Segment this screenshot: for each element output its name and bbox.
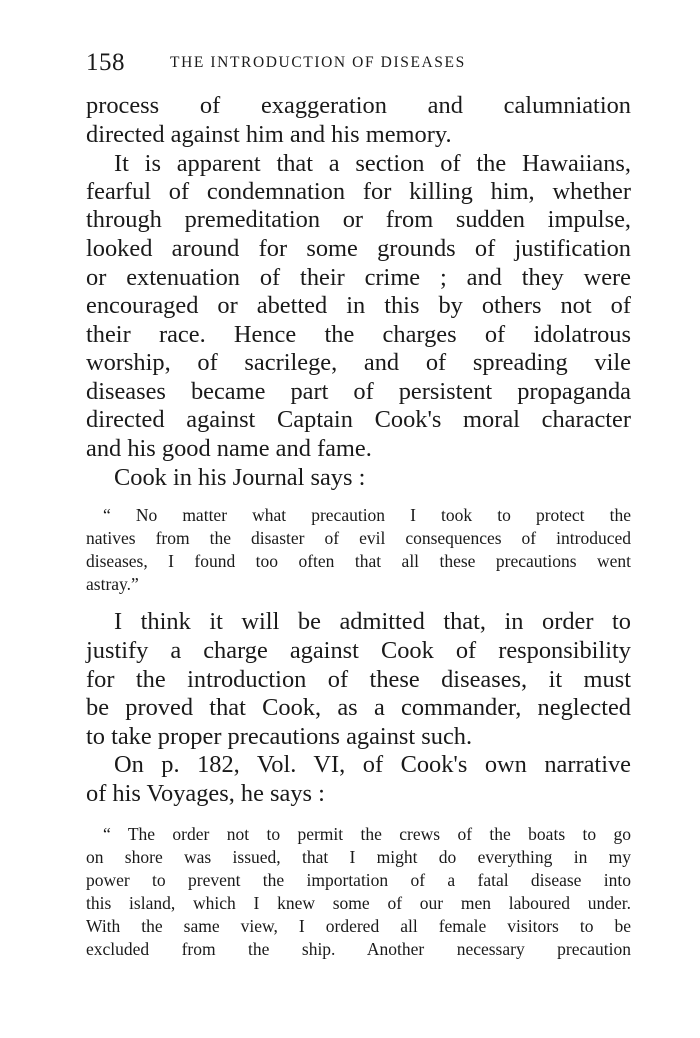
- body-text-line: worship, of sacrilege, and of spreading vile: [86, 349, 631, 376]
- paragraph-first-line: I think it will be admitted that, in order to: [114, 608, 631, 635]
- body-text-line: or extenuation of their crime ; and they were: [86, 264, 631, 291]
- body-text-line: directed against him and his memory.: [86, 121, 452, 148]
- body-text-line: be proved that Cook, as a commander, neglected: [86, 694, 631, 721]
- quote-line: diseases, I found too often that all these precautions went: [86, 551, 631, 571]
- body-text-line: fearful of condemnation for killing him, whether: [86, 178, 631, 205]
- quote-line: this island, which I knew some of our men laboured under.: [86, 893, 631, 913]
- paragraph-first-line: It is apparent that a section of the Hawaiians,: [114, 150, 631, 177]
- body-text-line: encouraged or abetted in this by others not of: [86, 292, 631, 319]
- quote-line: natives from the disaster of evil consequences of introduced: [86, 528, 631, 548]
- quote-line: excluded from the ship. Another necessary precaution: [86, 939, 631, 959]
- paragraph-first-line: On p. 182, Vol. VI, of Cook's own narrative: [114, 751, 631, 778]
- body-text-line: for the introduction of these diseases, it must: [86, 666, 631, 693]
- quote-line: astray.”: [86, 574, 139, 594]
- quote-first-line: “ No matter what precaution I took to protect the: [103, 505, 631, 525]
- body-text-line: looked around for some grounds of justification: [86, 235, 631, 262]
- body-text-line: justify a charge against Cook of responsibility: [86, 637, 631, 664]
- quote-line: on shore was issued, that I might do everything in my: [86, 847, 631, 867]
- page-number: 158: [86, 49, 125, 76]
- running-head-title: THE INTRODUCTION OF DISEASES: [170, 54, 466, 71]
- quote-line: With the same view, I ordered all female visitors to be: [86, 916, 631, 936]
- body-text-line: to take proper precautions against such.: [86, 723, 473, 750]
- body-text-line: and his good name and fame.: [86, 435, 372, 462]
- body-text-line: process of exaggeration and calumniation: [86, 92, 631, 119]
- quote-first-line: “ The order not to permit the crews of the boats to go: [103, 824, 631, 844]
- body-text-line: directed against Captain Cook's moral character: [86, 406, 631, 433]
- body-text-line: through premeditation or from sudden impulse,: [86, 206, 631, 233]
- paragraph-first-line: Cook in his Journal says :: [114, 464, 366, 491]
- body-text-line: their race. Hence the charges of idolatrous: [86, 321, 631, 348]
- quote-line: power to prevent the importation of a fatal disease into: [86, 870, 631, 890]
- body-text-line: of his Voyages, he says :: [86, 780, 325, 807]
- page-header: [86, 48, 646, 78]
- body-text-line: diseases became part of persistent propaganda: [86, 378, 631, 405]
